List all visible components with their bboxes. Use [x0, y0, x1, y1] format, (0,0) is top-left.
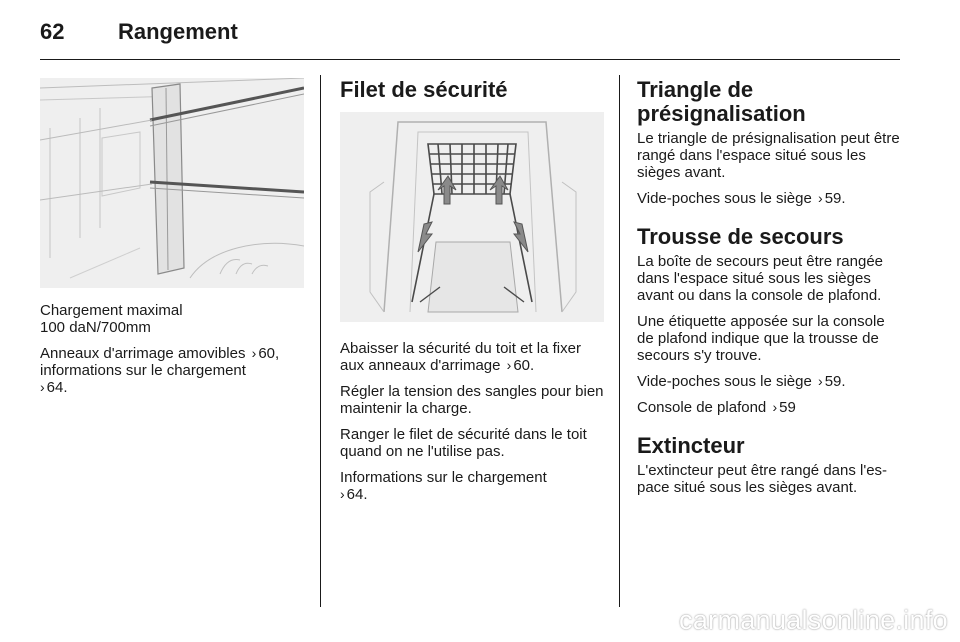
page-reference-icon: › [251, 345, 257, 361]
column-3 [637, 78, 903, 505]
paragraph-first-aid-label: Une étiquette apposée sur la console de plafond indique que la trousse de secours s'y trouve. [637, 313, 885, 364]
page-reference: 59 [779, 399, 796, 416]
heading-warning-triangle: Triangle de présignalisation [637, 77, 806, 126]
page-reference-icon: › [818, 373, 823, 389]
roof-console-text: Console de plafond [637, 399, 767, 416]
seat-drawer-text: Vide-poches sous le siège [637, 190, 812, 207]
lashing-rings-text: Anneaux d'arrimage amovibles [40, 345, 246, 362]
page-reference-icon: › [818, 190, 823, 206]
header-rule [40, 59, 900, 60]
column-divider-right [619, 75, 620, 607]
van-interior-rails-drawing [40, 78, 304, 288]
caption-line-1: Chargement maximal [40, 302, 183, 319]
page-reference-icon: › [772, 399, 778, 415]
paragraph-roof-console-ref [637, 399, 903, 416]
page-reference: 59. [824, 373, 846, 390]
page-reference: 60, [258, 345, 280, 362]
page-reference-icon: › [506, 357, 512, 373]
column-divider-left [320, 75, 321, 607]
chapter-title: Rangement [118, 19, 238, 44]
seat-drawer-text: Vide-poches sous le siège [637, 373, 812, 390]
paragraph-seat-drawer-ref [637, 190, 903, 207]
paragraph-triangle-storage: Le triangle de présignalisation peut être rangé dans l'espace situé sous les sièges avant. [637, 130, 900, 181]
lower-net-text: Abaisser la sécurité du toit et la fixer aux anneaux d'arrimage [340, 340, 581, 374]
safety-net-drawing [340, 112, 604, 322]
loading-info-text: informations sur le chargement [40, 362, 246, 379]
page-reference-icon: › [40, 379, 45, 395]
loading-info-text: Informations sur le chargement [340, 469, 547, 486]
caption-line-2: 100 daN/700mm [40, 319, 151, 336]
heading-fire-extinguisher: Extincteur [637, 433, 745, 458]
column-1 [40, 78, 304, 405]
heading-first-aid-kit: Trousse de secours [637, 224, 844, 249]
page-number: 62 [40, 19, 65, 44]
page-reference: 60. [513, 357, 535, 374]
paragraph-store-net: Ranger le filet de sécurité dans le toit quand on ne l'utilise pas. [340, 426, 587, 460]
illustration-van-lashing-rails [40, 78, 304, 288]
page-reference: 59. [824, 190, 846, 207]
column-2 [340, 78, 604, 512]
page-reference-icon: › [340, 486, 345, 502]
caption-max-load [40, 302, 304, 336]
heading-safety-net: Filet de sécurité [340, 77, 508, 102]
page-reference: 64. [346, 486, 368, 503]
paragraph-lower-net [340, 340, 604, 374]
paragraph-lashing-rings [40, 345, 304, 396]
paragraph-seat-drawer-ref-2 [637, 373, 903, 390]
paragraph-extinguisher-storage: L'extincteur peut être rangé dans l'es-pace situé sous les sièges avant. [637, 462, 888, 496]
watermark: carmanualsonline.info [679, 605, 948, 635]
illustration-safety-net [340, 112, 604, 322]
page-reference: 64. [46, 379, 68, 396]
paragraph-adjust-straps: Régler la tension des sangles pour bien maintenir la charge. [340, 383, 604, 417]
paragraph-first-aid-storage: La boîte de secours peut être rangée dans l'espace situé sous les sièges avant ou dans la console de plafond. [637, 253, 884, 304]
paragraph-loading-info [340, 469, 604, 503]
